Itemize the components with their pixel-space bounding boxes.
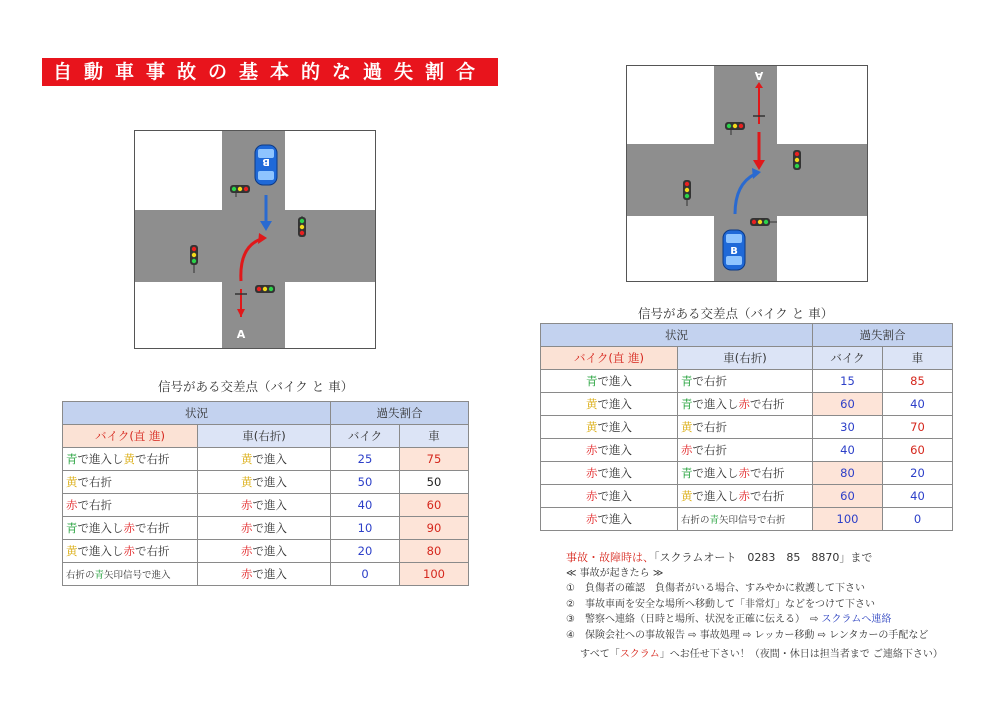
page-title: 自動車事故の基本的な過失割合 (42, 58, 498, 86)
car-ratio-cell: 90 (400, 517, 469, 540)
car-ratio-cell: 70 (883, 416, 953, 439)
table-row (541, 439, 953, 462)
bike-situation-cell: 赤で進入 (541, 508, 678, 531)
table-row (541, 462, 953, 485)
car-ratio-cell: 60 (883, 439, 953, 462)
header-fault-ratio: 過失割合 (813, 324, 953, 347)
bike-label: A (754, 69, 764, 82)
header-fault-ratio: 過失割合 (331, 402, 469, 425)
car-situation-cell: 右折の青矢印信号で右折 (678, 508, 813, 531)
car-ratio-cell: 50 (400, 471, 469, 494)
bike-ratio-cell: 50 (331, 471, 400, 494)
bike-situation-cell: 黄で右折 (63, 471, 198, 494)
table-row (541, 370, 953, 393)
traffic-light-icon (793, 150, 801, 170)
car-situation-cell: 赤で右折 (678, 439, 813, 462)
contact-step-2: ② 事故車両を安全な場所へ移動して「非常灯」などをつけて下さい (566, 598, 875, 610)
car-ratio-cell: 80 (400, 540, 469, 563)
intersection-diagram-2 (626, 65, 868, 282)
bike-situation-cell: 赤で進入 (541, 485, 678, 508)
bike-situation-cell: 青で進入し黄で右折 (63, 448, 198, 471)
bike-ratio-cell: 100 (813, 508, 883, 531)
header-bike: バイク(直 進) (541, 347, 678, 370)
car-ratio-cell: 75 (400, 448, 469, 471)
bike-situation-cell: 赤で右折 (63, 494, 198, 517)
car-label: B (730, 246, 738, 257)
car-situation-cell: 赤で進入 (198, 540, 331, 563)
table-row (541, 485, 953, 508)
table-row (63, 540, 469, 563)
car-situation-cell: 青で進入し赤で右折 (678, 462, 813, 485)
bike-situation-cell: 赤で進入 (541, 439, 678, 462)
traffic-light-icon (298, 216, 306, 237)
fault-table-1 (62, 401, 469, 586)
traffic-light-icon (255, 285, 275, 293)
car-situation-cell: 赤で進入 (198, 517, 331, 540)
bike-ratio-cell: 40 (813, 439, 883, 462)
car-ratio-cell: 60 (400, 494, 469, 517)
bike-ratio-cell: 25 (331, 448, 400, 471)
bike-ratio-cell: 60 (813, 393, 883, 416)
bike-ratio-cell: 30 (813, 416, 883, 439)
car-ratio-cell: 0 (883, 508, 953, 531)
car-ratio-cell: 40 (883, 485, 953, 508)
car-situation-cell: 赤で進入 (198, 494, 331, 517)
road-horizontal (135, 210, 375, 282)
car-situation-cell: 青で進入し赤で右折 (678, 393, 813, 416)
table1-caption: 信号がある交差点（バイク と 車） (158, 379, 354, 394)
contact-step-3: ③ 警察へ連絡（日時と場所、状況を正確に伝える） ⇨ スクラムへ連絡 (566, 614, 892, 625)
car-label: B (262, 156, 270, 167)
header-bike-ratio: バイク (331, 425, 400, 448)
car-situation-cell: 赤で進入 (198, 563, 331, 586)
bike-ratio-cell: 40 (331, 494, 400, 517)
bike-ratio-cell: 10 (331, 517, 400, 540)
table-row (63, 517, 469, 540)
bike-ratio-cell: 80 (813, 462, 883, 485)
table-row (541, 416, 953, 439)
header-car: 車(右折) (198, 425, 331, 448)
table-row (541, 393, 953, 416)
header-bike: バイク(直 進) (63, 425, 198, 448)
header-bike-ratio: バイク (813, 347, 883, 370)
contact-step-4: ④ 保険会社への事故報告 ⇨ 事故処理 ⇨ レッカー移動 ⇨ レンタカーの手配など (566, 629, 929, 641)
car-ratio-cell: 100 (400, 563, 469, 586)
bike-situation-cell: 右折の青矢印信号で進入 (63, 563, 198, 586)
car-ratio-cell: 85 (883, 370, 953, 393)
car-situation-cell: 青で右折 (678, 370, 813, 393)
contact-info (566, 550, 943, 663)
bike-situation-cell: 黄で進入 (541, 393, 678, 416)
table-row (63, 471, 469, 494)
bike-situation-cell: 青で進入し赤で右折 (63, 517, 198, 540)
contact-line-1: 事故・故障時は、「スクラムオート 0283 85 8870」まで (566, 551, 873, 564)
header-car: 車(右折) (678, 347, 813, 370)
car-ratio-cell: 40 (883, 393, 953, 416)
bike-ratio-cell: 0 (331, 563, 400, 586)
table-row (63, 563, 469, 586)
fault-table-2 (540, 323, 953, 531)
bike-situation-cell: 黄で進入 (541, 416, 678, 439)
table-row (541, 508, 953, 531)
car-situation-cell: 黄で進入 (198, 471, 331, 494)
contact-step-1: ① 負傷者の確認 負傷者がいる場合、すみやかに救護して下さい (566, 583, 865, 594)
bike-ratio-cell: 15 (813, 370, 883, 393)
car-situation-cell: 黄で右折 (678, 416, 813, 439)
contact-final: すべて「スクラム」へお任せ下さい！（夜間・休日は担当者まで ご連絡下さい） (580, 649, 943, 660)
header-car-ratio: 車 (883, 347, 953, 370)
car-ratio-cell: 20 (883, 462, 953, 485)
header-car-ratio: 車 (400, 425, 469, 448)
car-situation-cell: 黄で進入 (198, 448, 331, 471)
bike-ratio-cell: 60 (813, 485, 883, 508)
bike-situation-cell: 黄で進入し赤で右折 (63, 540, 198, 563)
table-row (63, 448, 469, 471)
bike-label: A (236, 328, 246, 341)
header-situation: 状況 (541, 324, 813, 347)
bike-situation-cell: 赤で進入 (541, 462, 678, 485)
table-row (63, 494, 469, 517)
intersection-diagram-1 (134, 130, 376, 349)
bike-situation-cell: 青で進入 (541, 370, 678, 393)
bike-ratio-cell: 20 (331, 540, 400, 563)
header-situation: 状況 (63, 402, 331, 425)
table2-caption: 信号がある交差点（バイク と 車） (638, 306, 834, 321)
contact-line-2: ≪ 事故が起きたら ≫ (566, 567, 664, 579)
car-situation-cell: 黄で進入し赤で右折 (678, 485, 813, 508)
